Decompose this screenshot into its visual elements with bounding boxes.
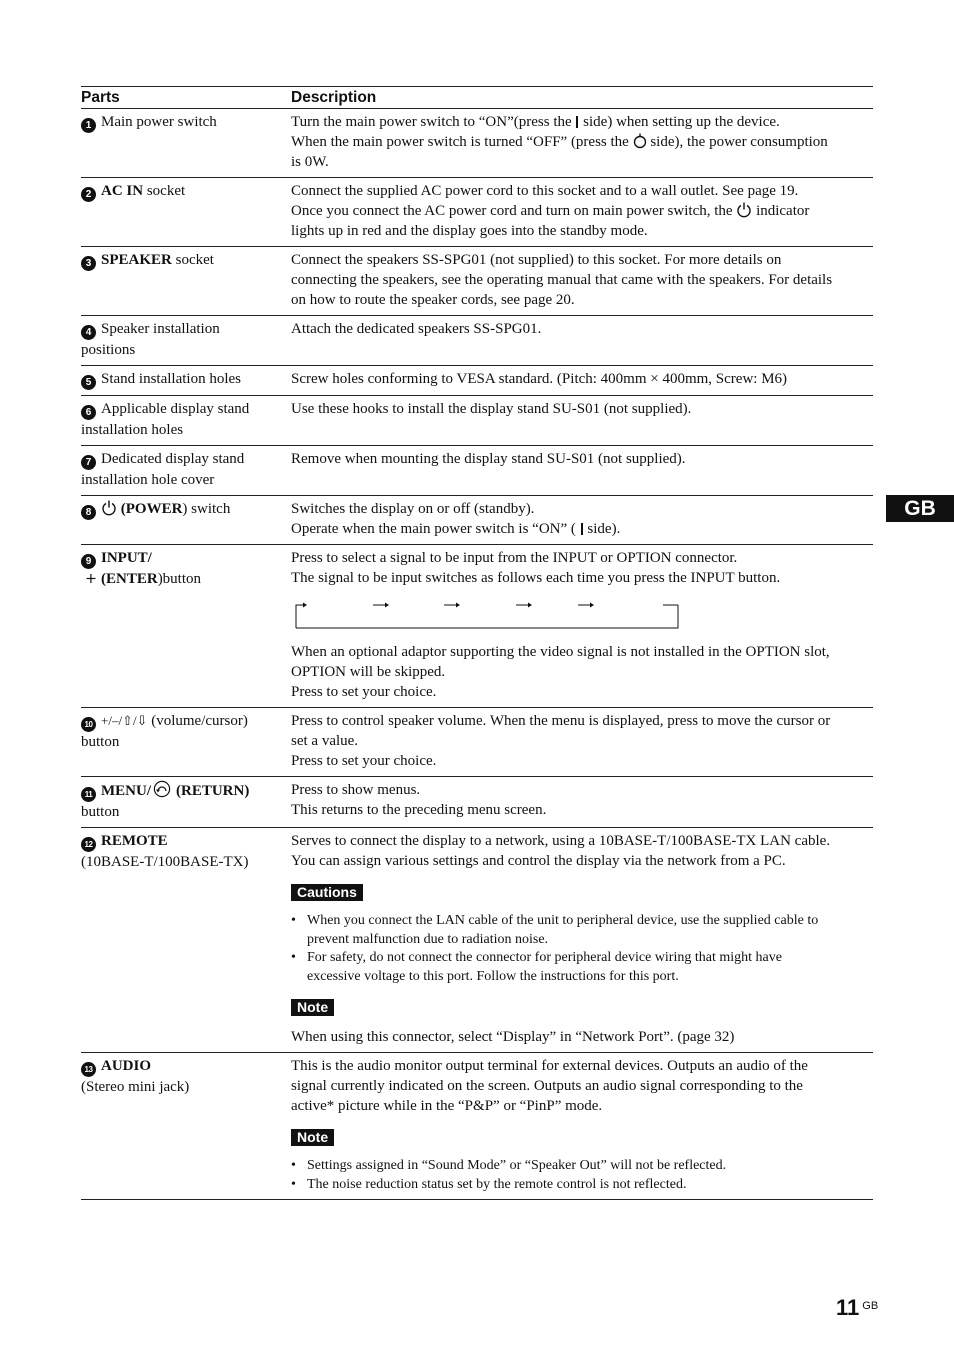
header-parts: Parts	[81, 87, 291, 109]
desc-text: OPTION will be skipped.	[291, 664, 446, 680]
description-cell	[291, 545, 873, 708]
part-label: Applicable display stand	[101, 401, 250, 417]
part-label: Main power switch	[101, 114, 217, 130]
parts-cell	[81, 496, 291, 545]
desc-text: Once you connect the AC power cord and turn on main power switch, the	[291, 203, 737, 219]
part-label: (10BASE-T/100BASE-TX)	[81, 854, 249, 870]
parts-cell	[81, 446, 291, 496]
note-label: Note	[291, 999, 334, 1016]
desc-text: lights up in red and the display goes into the standby mode.	[291, 223, 648, 239]
cautions-list	[291, 912, 873, 986]
item-number: 7	[81, 455, 96, 470]
part-label: (volume/cursor)	[147, 713, 248, 729]
desc-text: Operate when the main power switch is “ON” (	[291, 521, 580, 537]
part-label: positions	[81, 342, 136, 358]
desc-text: Remove when mounting the display stand SU-S01 (not supplied).	[291, 451, 686, 467]
item-number: 2	[81, 187, 96, 202]
description-cell	[291, 496, 873, 545]
desc-text: Press to control speaker volume. When the menu is displayed, press to move the cursor or	[291, 713, 831, 729]
power-standby-icon	[101, 500, 117, 516]
description-cell	[291, 109, 873, 178]
part-label-bold: AC IN	[101, 183, 144, 199]
description-cell	[291, 178, 873, 247]
description-cell	[291, 1053, 873, 1200]
desc-text: Connect the speakers SS-SPG01 (not supplied) to this socket. For more details on	[291, 252, 782, 268]
enter-plus-icon	[81, 571, 101, 585]
item-number: 12	[81, 837, 96, 852]
table-row	[81, 1053, 873, 1200]
parts-cell	[81, 247, 291, 316]
cautions-label: Cautions	[291, 884, 363, 901]
part-label: Speaker installation	[101, 321, 220, 337]
item-number: 4	[81, 325, 96, 340]
part-label-bold: AUDIO	[101, 1058, 152, 1074]
note-text: When using this connector, select “Display” in “Network Port”. (page 32)	[291, 1029, 735, 1045]
part-label: switch	[187, 501, 231, 517]
desc-text: Press to show menus.	[291, 782, 421, 798]
item-number: 1	[81, 118, 96, 133]
flow-arrow-icon	[293, 602, 681, 630]
parts-cell	[81, 828, 291, 1053]
part-label-bold: )	[244, 783, 250, 799]
list-item: • Settings assigned in “Sound Mode” or “Speaker Out” will not be reflected.	[291, 1157, 873, 1176]
parts-cell	[81, 109, 291, 178]
desc-text: Press to set your choice.	[291, 684, 437, 700]
desc-text: Connect the supplied AC power cord to this socket and to a wall outlet. See page 19.	[291, 183, 799, 199]
table-row	[81, 777, 873, 828]
part-label-bold: (RETURN	[176, 783, 245, 799]
description-cell	[291, 828, 873, 1053]
part-label: Stand installation holes	[101, 371, 241, 387]
input-switch-flow-diagram	[293, 602, 681, 630]
table-row	[81, 366, 873, 396]
part-label-bold: SPEAKER	[101, 252, 172, 268]
desc-text: on how to route the speaker cords, see page 20.	[291, 292, 575, 308]
table-row	[81, 316, 873, 366]
part-label-bold: INPUT/	[101, 550, 152, 566]
desc-text: active* picture while in the “P&P” or “PinP” mode.	[291, 1098, 603, 1114]
desc-text: Switches the display on or off (standby).	[291, 501, 535, 517]
part-label-bold: (ENTER	[101, 571, 158, 587]
item-number: 13	[81, 1062, 96, 1077]
part-label: socket	[171, 252, 214, 268]
list-item: • When you connect the LAN cable of the unit to peripheral device, use the supplied cable to prevent malfunction due to radiation noise.	[291, 912, 873, 949]
list-item: • For safety, do not connect the connector for peripheral device wiring that might have excessive voltage to this port. Follow the instructions for this port.	[291, 949, 873, 986]
desc-text: Use these hooks to install the display stand SU-S01 (not supplied).	[291, 401, 692, 417]
language-side-tab: GB	[886, 495, 954, 522]
desc-text: side), the power consumption	[646, 134, 828, 150]
parts-cell	[81, 366, 291, 396]
page-number-suffix: GB	[862, 1300, 879, 1312]
item-number: 5	[81, 375, 96, 390]
part-label: button	[81, 734, 120, 750]
description-cell	[291, 446, 873, 496]
item-number: 11	[81, 787, 96, 802]
desc-text: Serves to connect the display to a network, using a 10BASE-T/100BASE-TX LAN cable.	[291, 833, 831, 849]
item-number: 3	[81, 256, 96, 271]
desc-text: is 0W.	[291, 154, 329, 170]
table-row	[81, 545, 873, 708]
parts-cell	[81, 777, 291, 828]
desc-text: signal currently indicated on the screen. Outputs an audio signal corresponding to the	[291, 1078, 803, 1094]
table-row	[81, 178, 873, 247]
note-label: Note	[291, 1129, 334, 1146]
parts-description-table	[81, 86, 873, 1200]
description-cell	[291, 366, 873, 396]
description-cell	[291, 777, 873, 828]
return-icon	[152, 780, 172, 798]
notes-list	[291, 1157, 873, 1194]
table-row	[81, 109, 873, 178]
table-header-row	[81, 87, 873, 109]
desc-text: The signal to be input switches as follows each time you press the INPUT button.	[291, 570, 781, 586]
item-number: 6	[81, 405, 96, 420]
desc-text: connecting the speakers, see the operating manual that came with the speakers. For details	[291, 272, 833, 288]
header-description: Description	[291, 87, 873, 109]
table-row	[81, 247, 873, 316]
desc-text: Press to select a signal to be input from the INPUT or OPTION connector.	[291, 550, 738, 566]
part-label-bold: MENU/	[101, 783, 151, 799]
part-label-bold: REMOTE	[101, 833, 168, 849]
desc-text: When an optional adaptor supporting the video signal is not installed in the OPTION slot,	[291, 644, 830, 660]
table-row	[81, 396, 873, 446]
parts-cell	[81, 545, 291, 708]
description-cell	[291, 316, 873, 366]
desc-text: indicator	[752, 203, 810, 219]
parts-cell	[81, 1053, 291, 1200]
desc-text: Screw holes conforming to VESA standard. (Pitch: 400mm × 400mm, Screw: M6)	[291, 371, 788, 387]
part-label: (Stereo mini jack)	[81, 1079, 190, 1095]
table-row	[81, 828, 873, 1053]
item-number: 9	[81, 554, 96, 569]
parts-cell	[81, 316, 291, 366]
part-label-bold: (POWER	[120, 501, 183, 517]
desc-text: Press to set your choice.	[291, 753, 437, 769]
description-cell	[291, 247, 873, 316]
desc-text: You can assign various settings and control the display via the network from a PC.	[291, 853, 786, 869]
desc-text: When the main power switch is turned “OFF” (press the	[291, 134, 633, 150]
power-standby-icon	[736, 202, 752, 218]
table-row	[81, 708, 873, 777]
page-number	[836, 1295, 878, 1321]
table-row	[81, 496, 873, 545]
desc-text: This is the audio monitor output terminal for external devices. Outputs an audio of the	[291, 1058, 808, 1074]
description-cell	[291, 396, 873, 446]
part-label: Dedicated display stand	[101, 451, 245, 467]
desc-text: side).	[583, 521, 621, 537]
parts-cell	[81, 178, 291, 247]
list-item: • The noise reduction status set by the remote control is not reflected.	[291, 1176, 873, 1195]
desc-text: This returns to the preceding menu screen.	[291, 802, 547, 818]
part-label: installation hole cover	[81, 472, 215, 488]
part-label: installation holes	[81, 422, 184, 438]
desc-text: Turn the main power switch to “ON”(press the	[291, 114, 576, 130]
table-row	[81, 446, 873, 496]
parts-cell	[81, 396, 291, 446]
item-number: 10	[81, 717, 96, 732]
desc-text: set a value.	[291, 733, 359, 749]
part-label: )button	[157, 571, 202, 587]
parts-cell	[81, 708, 291, 777]
part-label: button	[81, 804, 120, 820]
part-label: )	[182, 501, 188, 517]
description-cell	[291, 708, 873, 777]
desc-text: side) when setting up the device.	[579, 114, 780, 130]
power-off-icon	[633, 133, 647, 149]
volume-cursor-symbols: +/–/⇧/⇩	[101, 713, 148, 728]
item-number: 8	[81, 505, 96, 520]
part-label: socket	[143, 183, 186, 199]
page-number-value: 11	[836, 1295, 860, 1320]
desc-text: Attach the dedicated speakers SS-SPG01.	[291, 321, 542, 337]
